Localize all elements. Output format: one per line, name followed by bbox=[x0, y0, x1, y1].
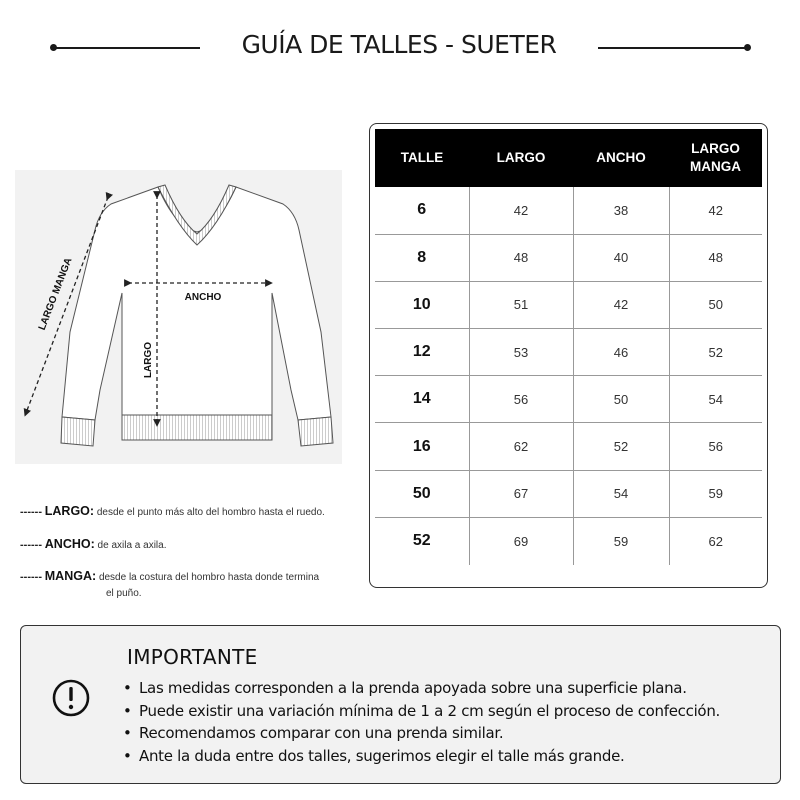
list-item bbox=[123, 677, 773, 700]
legend-dash: ------ bbox=[20, 571, 42, 583]
legend-item-manga bbox=[20, 568, 360, 602]
talle-cell: 50 bbox=[375, 470, 469, 517]
ancho-cell: 38 bbox=[573, 187, 669, 234]
manga-cell: 56 bbox=[669, 423, 762, 470]
important-list bbox=[123, 677, 773, 767]
legend-desc: de axila a axila. bbox=[97, 540, 167, 551]
largo-cell: 56 bbox=[469, 376, 573, 423]
sweater-diagram bbox=[15, 170, 342, 464]
table-row bbox=[375, 281, 762, 328]
important-title: IMPORTANTE bbox=[127, 645, 258, 669]
sweater-illustration bbox=[15, 170, 342, 464]
largo-manga-label: LARGO MANGA bbox=[36, 256, 75, 332]
header-ancho: ANCHO bbox=[596, 150, 646, 165]
title-line-left bbox=[54, 47, 200, 49]
list-item-text: Las medidas corresponden a la prenda apoyada sobre una superficie plana. bbox=[139, 679, 687, 697]
alert-circle-icon bbox=[51, 678, 91, 718]
title-row bbox=[0, 28, 800, 68]
bullet: • bbox=[123, 679, 132, 697]
ancho-cell: 40 bbox=[573, 234, 669, 281]
list-item-text: Ante la duda entre dos talles, sugerimos elegir el talle más grande. bbox=[139, 746, 625, 765]
table-row bbox=[375, 234, 762, 281]
legend-key: LARGO: bbox=[44, 504, 95, 518]
ancho-cell: 52 bbox=[573, 423, 669, 470]
legend-dash: ------ bbox=[20, 506, 42, 518]
largo-cell: 53 bbox=[469, 329, 573, 376]
title-dot-right bbox=[744, 44, 751, 51]
list-item bbox=[123, 745, 773, 768]
ancho-cell: 59 bbox=[573, 517, 669, 564]
list-item bbox=[123, 722, 773, 745]
ancho-cell: 54 bbox=[573, 470, 669, 517]
table-header-row bbox=[375, 129, 762, 187]
legend-dash: ------ bbox=[20, 539, 42, 551]
talle-cell: 8 bbox=[375, 234, 469, 281]
important-notice bbox=[20, 625, 781, 784]
bullet: • bbox=[123, 724, 132, 742]
list-item bbox=[123, 700, 773, 723]
bullet: • bbox=[123, 746, 132, 765]
size-table-card bbox=[369, 123, 768, 588]
largo-cell: 48 bbox=[469, 234, 573, 281]
table-row bbox=[375, 329, 762, 376]
largo-label: LARGO bbox=[143, 341, 154, 379]
talle-cell: 6 bbox=[375, 187, 469, 234]
manga-cell: 50 bbox=[669, 281, 762, 328]
ancho-cell: 46 bbox=[573, 329, 669, 376]
manga-cell: 48 bbox=[669, 234, 762, 281]
talle-cell: 16 bbox=[375, 423, 469, 470]
legend-item-ancho bbox=[20, 536, 360, 554]
largo-cell: 51 bbox=[469, 281, 573, 328]
manga-cell: 62 bbox=[669, 517, 762, 564]
legend-desc-continued: el puño. bbox=[106, 588, 142, 599]
table-row bbox=[375, 423, 762, 470]
sweater-body-outline bbox=[61, 185, 333, 446]
table-row bbox=[375, 376, 762, 423]
header-largo-manga bbox=[669, 129, 762, 187]
table-row bbox=[375, 187, 762, 234]
header-largo: LARGO bbox=[496, 150, 546, 165]
list-item-text: Puede existir una variación mínima de 1 a 2 cm según el proceso de confección. bbox=[139, 701, 720, 720]
list-item-text: Recomendamos comparar con una prenda similar. bbox=[139, 724, 504, 742]
legend-desc: desde la costura del hombro hasta donde termina bbox=[98, 572, 320, 583]
largo-cell: 62 bbox=[469, 423, 573, 470]
largo-cell: 42 bbox=[469, 187, 573, 234]
largo-cell: 67 bbox=[469, 470, 573, 517]
talle-cell: 12 bbox=[375, 329, 469, 376]
legend-key: ANCHO: bbox=[44, 537, 95, 551]
talle-cell: 14 bbox=[375, 376, 469, 423]
manga-cell: 42 bbox=[669, 187, 762, 234]
talle-cell: 52 bbox=[375, 517, 469, 564]
ancho-label: ANCHO bbox=[184, 292, 222, 303]
header-largo-manga-text: LARGO MANGA bbox=[690, 141, 741, 174]
talle-cell: 10 bbox=[375, 281, 469, 328]
ancho-cell: 50 bbox=[573, 376, 669, 423]
page-title: GUÍA DE TALLES - SUETER bbox=[241, 30, 557, 59]
table-row bbox=[375, 517, 762, 564]
manga-cell: 52 bbox=[669, 329, 762, 376]
table-row bbox=[375, 470, 762, 517]
legend-item-largo bbox=[20, 503, 360, 521]
bullet: • bbox=[123, 701, 132, 720]
manga-cell: 54 bbox=[669, 376, 762, 423]
table-body bbox=[375, 187, 762, 565]
legend-key: MANGA: bbox=[44, 569, 97, 583]
legend-desc: desde el punto más alto del hombro hasta el ruedo. bbox=[96, 507, 325, 518]
size-table bbox=[375, 129, 762, 565]
manga-cell: 59 bbox=[669, 470, 762, 517]
largo-cell: 69 bbox=[469, 517, 573, 564]
title-line-right bbox=[598, 47, 748, 49]
ancho-cell: 42 bbox=[573, 281, 669, 328]
header-talle: TALLE bbox=[400, 150, 444, 165]
